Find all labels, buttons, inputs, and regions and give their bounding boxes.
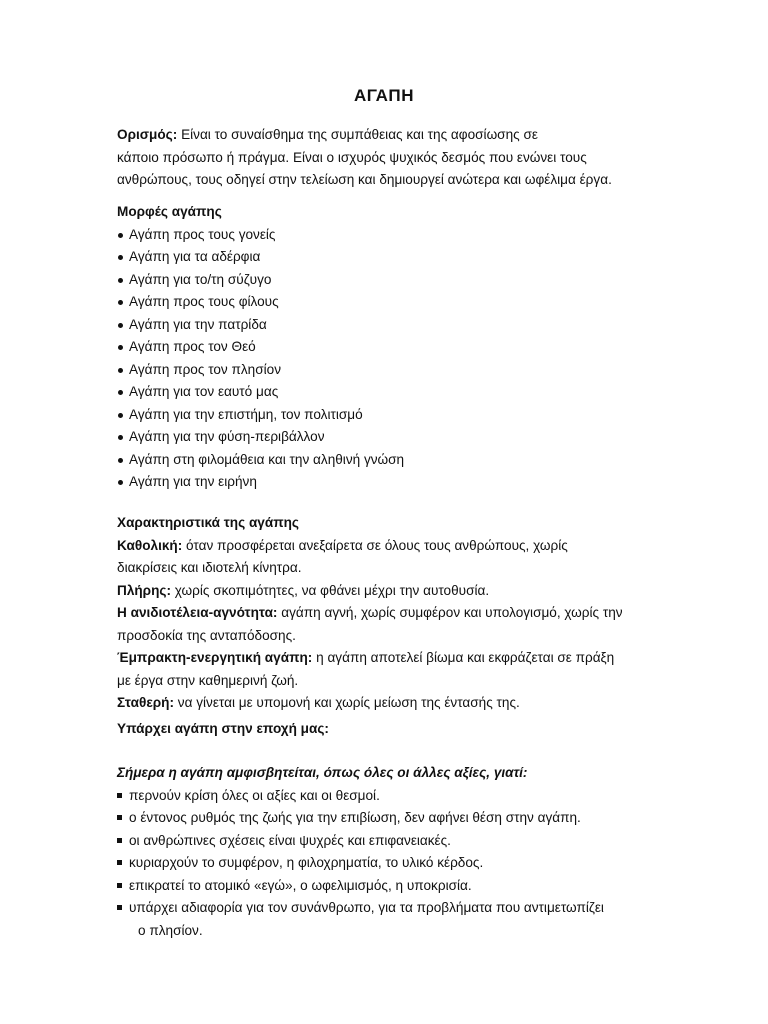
characteristic-complete <box>117 580 657 603</box>
list-item: Αγάπη προς τους γονείς <box>117 224 657 247</box>
characteristic-active <box>117 647 657 670</box>
list-item: ο έντονος ρυθμός της ζωής για την επιβίωση, δεν αφήνει θέση στην αγάπη. <box>117 807 657 830</box>
today-list <box>117 785 657 943</box>
definition-line <box>117 124 657 147</box>
today-heading-block <box>117 718 657 741</box>
forms-list <box>117 224 657 494</box>
characteristic-text: η αγάπη αποτελεί βίωμα και εκφράζεται σε πράξη <box>316 650 615 665</box>
characteristic-stable <box>117 692 657 715</box>
list-item: Αγάπη για το/τη σύζυγο <box>117 269 657 292</box>
list-item: κυριαρχούν το συμφέρον, η φιλοχρηματία, το υλικό κέρδος. <box>117 852 657 875</box>
characteristic-text: διακρίσεις και ιδιοτελή κίνητρα. <box>117 560 302 575</box>
list-item: υπάρχει αδιαφορία για τον συνάνθρωπο, για τα προβλήματα που αντιμετωπίζει <box>117 897 657 920</box>
characteristics-heading: Χαρακτηριστικά της αγάπης <box>117 515 300 530</box>
list-item: Αγάπη προς τον Θεό <box>117 336 657 359</box>
definition-line: κάποιο πρόσωπο ή πράγμα. Είναι ο ισχυρός ψυχικός δεσμός που ενώνει τους <box>117 149 587 165</box>
definition-section <box>117 124 657 192</box>
characteristic-label: Πλήρης: <box>117 582 171 598</box>
list-item: Αγάπη για την φύση-περιβάλλον <box>117 426 657 449</box>
today-section <box>117 762 657 942</box>
list-item-continuation: ο πλησίον. <box>138 922 203 938</box>
today-subheading: Σήμερα η αγάπη αμφισβητείται, όπως όλες οι άλλες αξίες, γιατί: <box>117 765 528 780</box>
characteristic-text: όταν προσφέρεται ανεξαίρετα σε όλους τους ανθρώπους, χωρίς <box>186 537 568 553</box>
characteristic-label: Σταθερή: <box>117 695 175 710</box>
characteristic-universal <box>117 535 657 558</box>
characteristic-text: χωρίς σκοπιμότητες, να φθάνει μέχρι την αυτοθυσία. <box>174 582 490 598</box>
list-item: Αγάπη για την ειρήνη <box>117 471 657 494</box>
list-item: οι ανθρώπινες σχέσεις είναι ψυχρές και επιφανειακές. <box>117 830 657 853</box>
today-heading: Υπάρχει αγάπη στην εποχή μας: <box>117 721 329 736</box>
characteristic-text: με έργα στην καθημερινή ζωή. <box>117 672 299 688</box>
list-item: Αγάπη για τον εαυτό μας <box>117 381 657 404</box>
list-item: Αγάπη για την επιστήμη, τον πολιτισμό <box>117 404 657 427</box>
list-item: Αγάπη για την πατρίδα <box>117 314 657 337</box>
definition-label: Ορισμός: <box>117 127 178 142</box>
list-item: επικρατεί το ατομικό «εγώ», ο ωφελιμισμός, η υποκρισία. <box>117 875 657 898</box>
forms-section <box>117 201 657 494</box>
definition-text: Είναι το συναίσθημα της συμπάθειας και της αφοσίωσης σε <box>181 127 538 142</box>
characteristic-text: προσδοκία της ανταπόδοσης. <box>117 627 296 643</box>
characteristic-text: να γίνεται με υπομονή και χωρίς μείωση της έντασής της. <box>177 695 520 710</box>
characteristic-selfless <box>117 602 657 625</box>
characteristic-label: Έμπρακτη-ενεργητική αγάπη: <box>117 650 313 665</box>
forms-heading: Μορφές αγάπης <box>117 204 222 219</box>
characteristic-text: αγάπη αγνή, χωρίς συμφέρον και υπολογισμό, χωρίς την <box>281 605 623 620</box>
characteristic-label: Καθολική: <box>117 537 183 553</box>
list-item: Αγάπη στη φιλομάθεια και την αληθινή γνώση <box>117 449 657 472</box>
characteristic-label: Η ανιδιοτέλεια-αγνότητα: <box>117 605 278 620</box>
list-item: Αγάπη προς τους φίλους <box>117 291 657 314</box>
definition-line: ανθρώπους, τους οδηγεί στην τελείωση και δημιουργεί ανώτερα και ωφέλιμα έργα. <box>117 172 612 187</box>
characteristics-section <box>117 512 657 715</box>
list-item: Αγάπη για τα αδέρφια <box>117 246 657 269</box>
list-item: περνούν κρίση όλες οι αξίες και οι θεσμοί. <box>117 785 657 808</box>
document-title: ΑΓΑΠΗ <box>354 86 414 105</box>
list-item: Αγάπη προς τον πλησίον <box>117 359 657 382</box>
